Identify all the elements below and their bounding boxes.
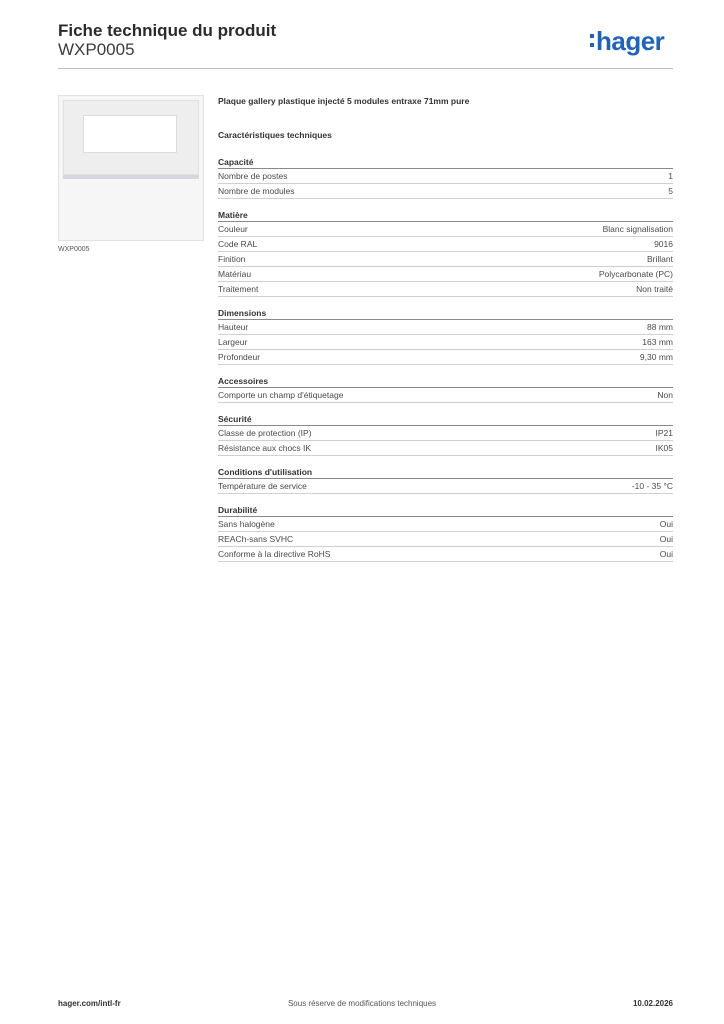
logo-colon-icon xyxy=(590,34,593,48)
spec-value: 9,30 mm xyxy=(639,352,673,362)
spec-label: Matériau xyxy=(218,269,252,279)
spec-row xyxy=(218,532,673,547)
product-image xyxy=(58,95,204,241)
section-title: Durabilité xyxy=(218,504,673,517)
section-title: Dimensions xyxy=(218,307,673,320)
spec-value: 163 mm xyxy=(642,337,673,347)
product-reference: WXP0005 xyxy=(58,40,135,59)
spec-row xyxy=(218,517,673,532)
spec-sections xyxy=(218,156,673,572)
spec-value: 5 xyxy=(668,186,673,196)
spec-heading: Caractéristiques techniques xyxy=(218,130,332,140)
spec-value: 88 mm xyxy=(647,322,673,332)
footer-website: hager.com/intl-fr xyxy=(58,999,121,1008)
spec-label: Traitement xyxy=(218,284,259,294)
spec-row xyxy=(218,252,673,267)
spec-section xyxy=(218,466,673,494)
spec-label: Conforme à la directive RoHS xyxy=(218,549,331,559)
spec-section xyxy=(218,413,673,456)
spec-value: Oui xyxy=(659,519,673,529)
spec-label: Finition xyxy=(218,254,246,264)
spec-label: Code RAL xyxy=(218,239,258,249)
spec-section xyxy=(218,504,673,562)
spec-row xyxy=(218,282,673,297)
spec-row xyxy=(218,267,673,282)
spec-label: Sans halogène xyxy=(218,519,275,529)
section-title: Capacité xyxy=(218,156,673,169)
section-title: Matière xyxy=(218,209,673,222)
spec-label: Classe de protection (IP) xyxy=(218,428,312,438)
spec-row xyxy=(218,388,673,403)
footer-date: 10.02.2026 xyxy=(632,999,673,1008)
spec-section xyxy=(218,156,673,199)
plate-edge xyxy=(63,175,199,179)
spec-row xyxy=(218,547,673,562)
spec-value: Oui xyxy=(659,549,673,559)
section-title: Conditions d'utilisation xyxy=(218,466,673,479)
spec-section xyxy=(218,307,673,365)
spec-row xyxy=(218,320,673,335)
spec-section xyxy=(218,209,673,297)
spec-label: Hauteur xyxy=(218,322,249,332)
hager-logo xyxy=(590,26,664,57)
spec-label: Couleur xyxy=(218,224,248,234)
spec-value: Non traité xyxy=(636,284,673,294)
footer-disclaimer: Sous réserve de modifications techniques xyxy=(287,999,437,1008)
spec-label: Comporte un champ d'étiquetage xyxy=(218,390,344,400)
spec-label: Nombre de postes xyxy=(218,171,288,181)
spec-value: -10 - 35 °C xyxy=(631,481,673,491)
wall-plate-icon xyxy=(63,100,199,175)
spec-row xyxy=(218,441,673,456)
spec-value: Non xyxy=(657,390,673,400)
spec-row xyxy=(218,184,673,199)
page-title: Fiche technique du produit xyxy=(58,21,277,40)
plate-window xyxy=(83,115,177,153)
spec-section xyxy=(218,375,673,403)
product-description: Plaque gallery plastique injecté 5 modules entraxe 71mm pure xyxy=(218,96,470,106)
spec-label: Nombre de modules xyxy=(218,186,295,196)
logo-text: hager xyxy=(596,26,665,56)
spec-value: Blanc signalisation xyxy=(602,224,673,234)
spec-value: IK05 xyxy=(655,443,673,453)
spec-row xyxy=(218,169,673,184)
spec-value: 1 xyxy=(668,171,673,181)
spec-label: Profondeur xyxy=(218,352,261,362)
spec-row xyxy=(218,222,673,237)
section-title: Sécurité xyxy=(218,413,673,426)
spec-value: 9016 xyxy=(654,239,673,249)
spec-label: Résistance aux chocs IK xyxy=(218,443,312,453)
spec-row xyxy=(218,479,673,494)
spec-label: Largeur xyxy=(218,337,248,347)
spec-row xyxy=(218,426,673,441)
spec-value: IP21 xyxy=(655,428,673,438)
image-caption: WXP0005 xyxy=(58,246,90,253)
spec-label: Température de service xyxy=(218,481,307,491)
spec-row xyxy=(218,350,673,365)
spec-value: Oui xyxy=(659,534,673,544)
header-divider xyxy=(58,68,673,69)
spec-row xyxy=(218,335,673,350)
spec-label: REACh-sans SVHC xyxy=(218,534,294,544)
spec-value: Polycarbonate (PC) xyxy=(598,269,673,279)
spec-row xyxy=(218,237,673,252)
spec-value: Brillant xyxy=(647,254,673,264)
section-title: Accessoires xyxy=(218,375,673,388)
